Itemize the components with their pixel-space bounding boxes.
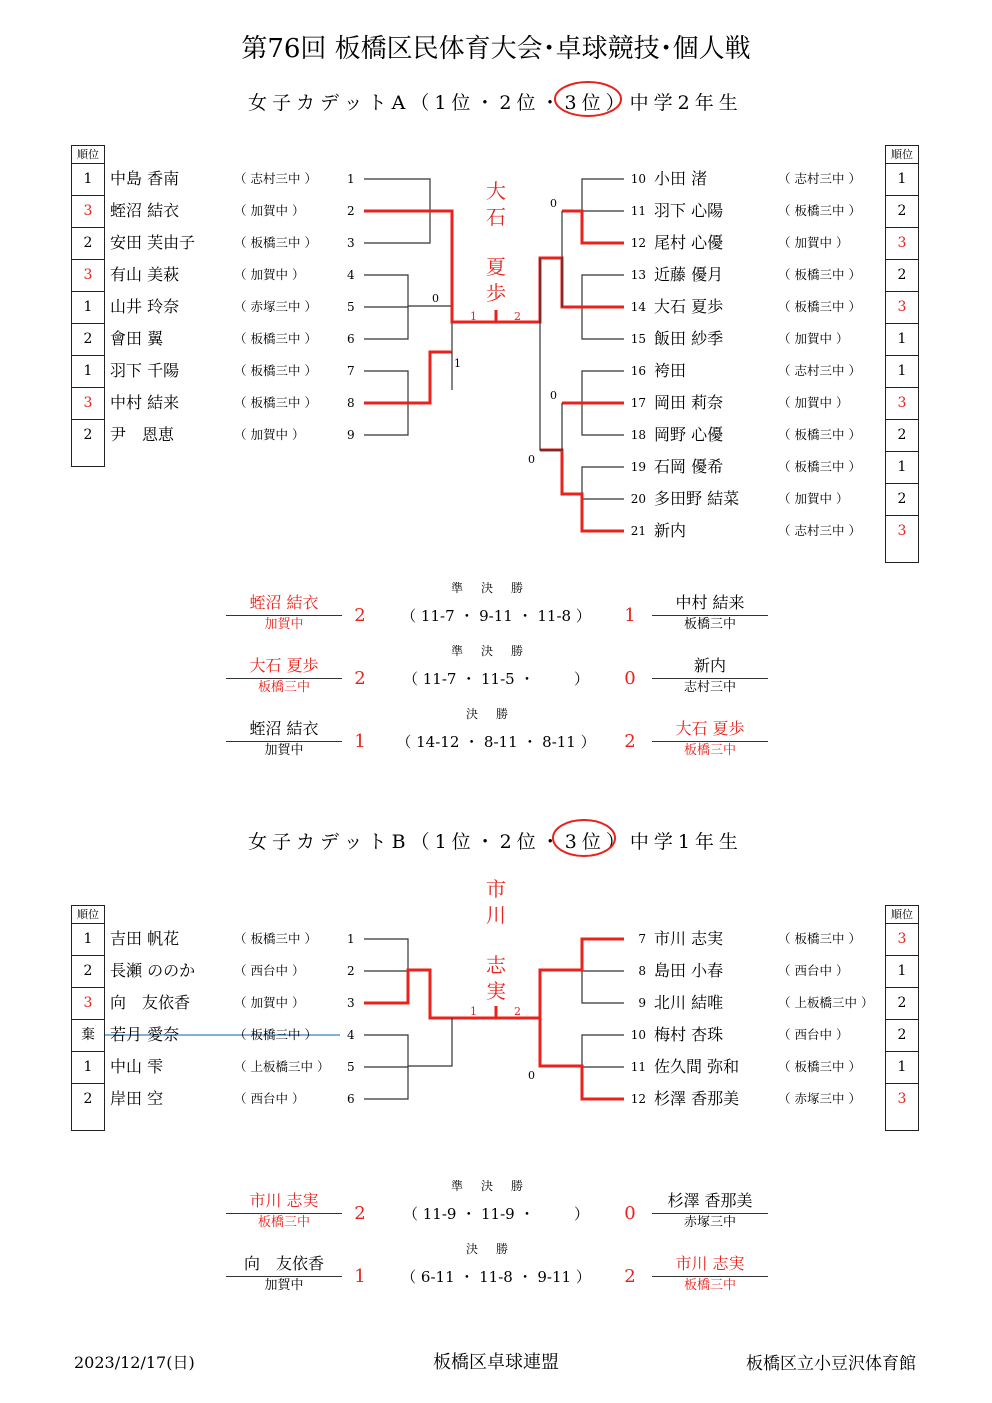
player-number: 12 (630, 236, 646, 250)
player-name: 尾村 心優 (654, 233, 724, 252)
player-name: 長瀬 ののか (110, 961, 196, 980)
player-name: 大石 夏歩 (654, 297, 724, 316)
match-left-name: 市川 志実 (249, 1191, 319, 1210)
player-number: 1 (347, 172, 355, 186)
rank-cell: 3 (885, 291, 919, 323)
player-school: （ 加賀中 ） (778, 395, 849, 410)
match-right-score: 2 (624, 731, 636, 752)
rank-cell: 3 (885, 1083, 919, 1115)
match-game-scores: （ 11-9 ・ 11-9 ・ ） (402, 1205, 589, 1223)
match-right-school: 板橋三中 (683, 743, 736, 758)
player-number: 14 (630, 300, 646, 314)
player-number: 17 (630, 396, 646, 410)
player-name: 安田 芙由子 (110, 233, 196, 252)
round-score: 2 (514, 1005, 521, 1018)
player-number: 8 (347, 396, 355, 410)
match-round-label: 決勝 (465, 1242, 526, 1256)
player-number: 20 (630, 492, 646, 506)
rank-cell: 1 (885, 1051, 919, 1083)
match-right-school: 板橋三中 (683, 617, 736, 632)
player-name: 中島 香南 (110, 169, 180, 188)
rank-cell: 2 (885, 987, 919, 1019)
match-game-scores: （ 11-7 ・ 11-5 ・ ） (402, 670, 589, 688)
player-name: 中山 雫 (110, 1057, 164, 1076)
player-school: （ 加賀中 ） (778, 491, 849, 506)
match-right-name: 大石 夏歩 (675, 719, 745, 738)
player-school: （ 板橋三中 ） (778, 427, 861, 442)
match-right-score: 0 (624, 1203, 636, 1224)
champion-name-char: 実 (486, 979, 506, 1003)
player-school: （ 加賀中 ） (778, 331, 849, 346)
player-school: （ 板橋三中 ） (234, 395, 317, 410)
player-school: （ 加賀中 ） (234, 427, 305, 442)
rank-cell: 3 (71, 195, 105, 227)
match-round-label: 準決勝 (450, 581, 541, 595)
player-number: 9 (347, 428, 355, 442)
player-number: 15 (630, 332, 646, 346)
player-number: 12 (630, 1092, 646, 1106)
player-name: 岡田 莉奈 (654, 393, 724, 412)
player-school: （ 志村三中 ） (778, 363, 861, 378)
player-name: 小田 渚 (654, 169, 708, 188)
player-school: （ 加賀中 ） (778, 235, 849, 250)
champion-name-char: 夏 (486, 255, 506, 279)
player-school: （ 赤塚三中 ） (778, 1091, 861, 1106)
match-round-label: 決勝 (465, 707, 526, 721)
player-name: 吉田 帆花 (110, 929, 180, 948)
player-school: （ 志村三中 ） (778, 171, 861, 186)
player-number: 8 (638, 964, 646, 978)
rank-cell: 1 (71, 1051, 105, 1083)
match-left-name: 向 友依香 (243, 1254, 324, 1273)
rank-cell: 1 (71, 923, 105, 955)
match-left-score: 1 (354, 731, 366, 752)
rank-cell: 1 (71, 291, 105, 323)
match-left-name: 大石 夏歩 (249, 656, 319, 675)
rank-cell: 棄 (71, 1019, 105, 1051)
player-school: （ 板橋三中 ） (778, 299, 861, 314)
match-round-label: 準決勝 (450, 1179, 541, 1193)
player-number: 1 (347, 932, 355, 946)
player-school: （ 板橋三中 ） (234, 235, 317, 250)
rank-cell: 1 (885, 163, 919, 195)
player-name: 近藤 優月 (654, 265, 724, 284)
rank-header: 順位 (891, 148, 913, 161)
player-number: 3 (347, 996, 355, 1010)
match-right-school: 志村三中 (683, 680, 736, 695)
champion-name-char: 石 (486, 205, 506, 229)
player-name: 佐久間 弥和 (654, 1057, 740, 1076)
round-score: 0 (528, 1069, 535, 1082)
rank-cell: 2 (885, 195, 919, 227)
match-right-score: 1 (624, 605, 636, 626)
bracket-line (408, 1018, 452, 1066)
round-score: 1 (454, 357, 461, 370)
round-score: 0 (432, 292, 439, 305)
match-left-score: 1 (354, 1266, 366, 1287)
match-left-school: 板橋三中 (257, 680, 310, 695)
player-name: 石岡 優希 (654, 457, 724, 476)
match-left-school: 板橋三中 (257, 1215, 310, 1230)
match-left-score: 2 (354, 1203, 366, 1224)
bracket-line (582, 971, 624, 1003)
rank-cell: 2 (885, 419, 919, 451)
player-number: 5 (347, 1060, 355, 1074)
player-school: （ 板橋三中 ） (778, 1059, 861, 1074)
rank-cell: 2 (71, 1083, 105, 1115)
champion-name-char: 市 (486, 877, 506, 901)
player-number: 4 (347, 268, 355, 282)
rank-cell: 2 (71, 419, 105, 451)
rank-cell: 3 (71, 259, 105, 291)
player-name: 島田 小春 (654, 961, 724, 980)
match-left-school: 加賀中 (264, 1278, 304, 1293)
section-subtitle: 女子カデットA（1位・2位・3位）中学2年生 (248, 92, 743, 114)
match-round-label: 準決勝 (450, 644, 541, 658)
rank-cell: 1 (71, 355, 105, 387)
match-left-line (226, 1213, 342, 1214)
player-school: （ 板橋三中 ） (778, 931, 861, 946)
rank-cell: 2 (71, 323, 105, 355)
rank-cell: 3 (885, 387, 919, 419)
match-right-name: 中村 結来 (675, 593, 745, 612)
player-name: 向 友依香 (110, 993, 191, 1012)
round-score: 0 (550, 197, 557, 210)
match-game-scores: （ 6-11 ・ 11-8 ・ 9-11 ） (401, 1268, 591, 1286)
rank-cell: 2 (885, 1019, 919, 1051)
rank-cell: 1 (885, 955, 919, 987)
rank-cell: 3 (885, 515, 919, 547)
round-score: 0 (528, 453, 535, 466)
match-right-score: 0 (624, 668, 636, 689)
player-school: （ 板橋三中 ） (234, 331, 317, 346)
player-number: 9 (638, 996, 646, 1010)
round-score: 1 (470, 310, 477, 323)
match-right-score: 2 (624, 1266, 636, 1287)
rank-cell: 3 (71, 987, 105, 1019)
match-right-school: 板橋三中 (683, 1278, 736, 1293)
match-right-line (652, 1276, 768, 1277)
player-number: 11 (630, 204, 646, 218)
match-left-line (226, 1276, 342, 1277)
player-school: （ 赤塚三中 ） (234, 299, 317, 314)
player-number: 10 (630, 172, 646, 186)
player-name: 若月 愛奈 (110, 1025, 180, 1044)
player-name: 市川 志実 (654, 929, 724, 948)
player-school: （ 西台中 ） (234, 1091, 305, 1106)
rank-cell: 1 (885, 451, 919, 483)
player-school: （ 加賀中 ） (234, 995, 305, 1010)
player-name: 中村 結来 (110, 393, 180, 412)
rank-cell: 1 (885, 323, 919, 355)
match-left-score: 2 (354, 668, 366, 689)
player-school: （ 西台中 ） (234, 963, 305, 978)
player-name: 尹 恩恵 (110, 425, 175, 444)
match-game-scores: （ 14-12 ・ 8-11 ・ 8-11 ） (396, 733, 596, 751)
rank-cell: 3 (885, 227, 919, 259)
player-name: 蛭沼 結衣 (110, 201, 180, 220)
footer-venue: 板橋区立小豆沢体育館 (746, 1354, 916, 1374)
player-school: （ 上板橋三中 ） (234, 1059, 330, 1074)
round-score: 1 (470, 1005, 477, 1018)
match-left-name: 蛭沼 結衣 (249, 719, 319, 738)
player-school: （ 西台中 ） (778, 963, 849, 978)
rank-header: 順位 (77, 908, 99, 921)
match-left-score: 2 (354, 605, 366, 626)
player-name: 有山 美萩 (110, 265, 180, 284)
rank-cell: 3 (71, 387, 105, 419)
rank-cell: 2 (71, 955, 105, 987)
player-school: （ 板橋三中 ） (234, 1027, 317, 1042)
player-name: 會田 翼 (110, 329, 164, 348)
match-right-name: 新内 (693, 656, 726, 675)
player-number: 2 (347, 964, 355, 978)
player-school: （ 板橋三中 ） (778, 203, 861, 218)
player-number: 16 (630, 364, 646, 378)
player-name: 山井 玲奈 (110, 297, 180, 316)
player-school: （ 加賀中 ） (234, 267, 305, 282)
champion-name-char: 大 (486, 179, 506, 203)
player-number: 7 (347, 364, 355, 378)
player-number: 10 (630, 1028, 646, 1042)
player-name: 羽下 千陽 (110, 361, 180, 380)
player-number: 7 (638, 932, 646, 946)
match-left-school: 加賀中 (264, 743, 304, 758)
match-game-scores: （ 11-7 ・ 9-11 ・ 11-8 ） (401, 607, 591, 625)
player-school: （ 板橋三中 ） (778, 459, 861, 474)
match-right-name: 市川 志実 (675, 1254, 745, 1273)
match-right-line (652, 1213, 768, 1214)
champion-name-char: 志 (486, 953, 506, 977)
rank-cell: 3 (885, 923, 919, 955)
rank-cell: 1 (71, 163, 105, 195)
round-score: 2 (514, 310, 521, 323)
player-school: （ 板橋三中 ） (234, 931, 317, 946)
player-school: （ 志村三中 ） (234, 171, 317, 186)
champion-name-char: 歩 (486, 281, 506, 305)
section-subtitle: 女子カデットB（1位・2位・3位）中学1年生 (248, 831, 743, 853)
player-name: 杉澤 香那美 (654, 1089, 740, 1108)
third-place-circle (553, 820, 615, 856)
rank-cell: 1 (885, 355, 919, 387)
player-name: 新内 (654, 521, 687, 540)
player-name: 袴田 (654, 361, 687, 380)
rank-cell: 2 (885, 259, 919, 291)
player-number: 4 (347, 1028, 355, 1042)
player-number: 6 (347, 1092, 355, 1106)
footer-date: 2023/12/17(日) (74, 1353, 195, 1372)
player-name: 飯田 紗季 (654, 329, 724, 348)
match-left-school: 加賀中 (264, 617, 304, 632)
player-school: （ 西台中 ） (778, 1027, 849, 1042)
match-right-school: 赤塚三中 (683, 1215, 736, 1230)
player-number: 6 (347, 332, 355, 346)
player-number: 5 (347, 300, 355, 314)
player-school: （ 志村三中 ） (778, 523, 861, 538)
footer-org: 板橋区卓球連盟 (433, 1352, 559, 1373)
player-number: 2 (347, 204, 355, 218)
player-name: 岡野 心優 (654, 425, 724, 444)
player-number: 18 (630, 428, 646, 442)
rank-header: 順位 (891, 908, 913, 921)
player-name: 北川 結唯 (654, 993, 724, 1012)
player-name: 多田野 結菜 (654, 489, 740, 508)
player-school: （ 加賀中 ） (234, 203, 305, 218)
match-left-name: 蛭沼 結衣 (249, 593, 319, 612)
player-name: 羽下 心陽 (654, 201, 724, 220)
rank-cell: 2 (71, 227, 105, 259)
player-number: 19 (630, 460, 646, 474)
player-school: （ 上板橋三中 ） (778, 995, 874, 1010)
match-right-name: 杉澤 香那美 (667, 1191, 753, 1210)
player-name: 梅村 杏珠 (654, 1025, 724, 1044)
champion-name-char: 川 (486, 903, 506, 927)
player-number: 13 (630, 268, 646, 282)
round-score: 0 (550, 389, 557, 402)
player-school: （ 板橋三中 ） (778, 267, 861, 282)
player-name: 岸田 空 (110, 1089, 164, 1108)
player-school: （ 板橋三中 ） (234, 363, 317, 378)
player-number: 21 (630, 524, 646, 538)
player-number: 11 (630, 1060, 646, 1074)
rank-cell: 2 (885, 483, 919, 515)
page-title: 第76回 板橋区民体育大会･卓球競技･個人戦 (241, 34, 751, 64)
player-number: 3 (347, 236, 355, 250)
rank-header: 順位 (77, 148, 99, 161)
